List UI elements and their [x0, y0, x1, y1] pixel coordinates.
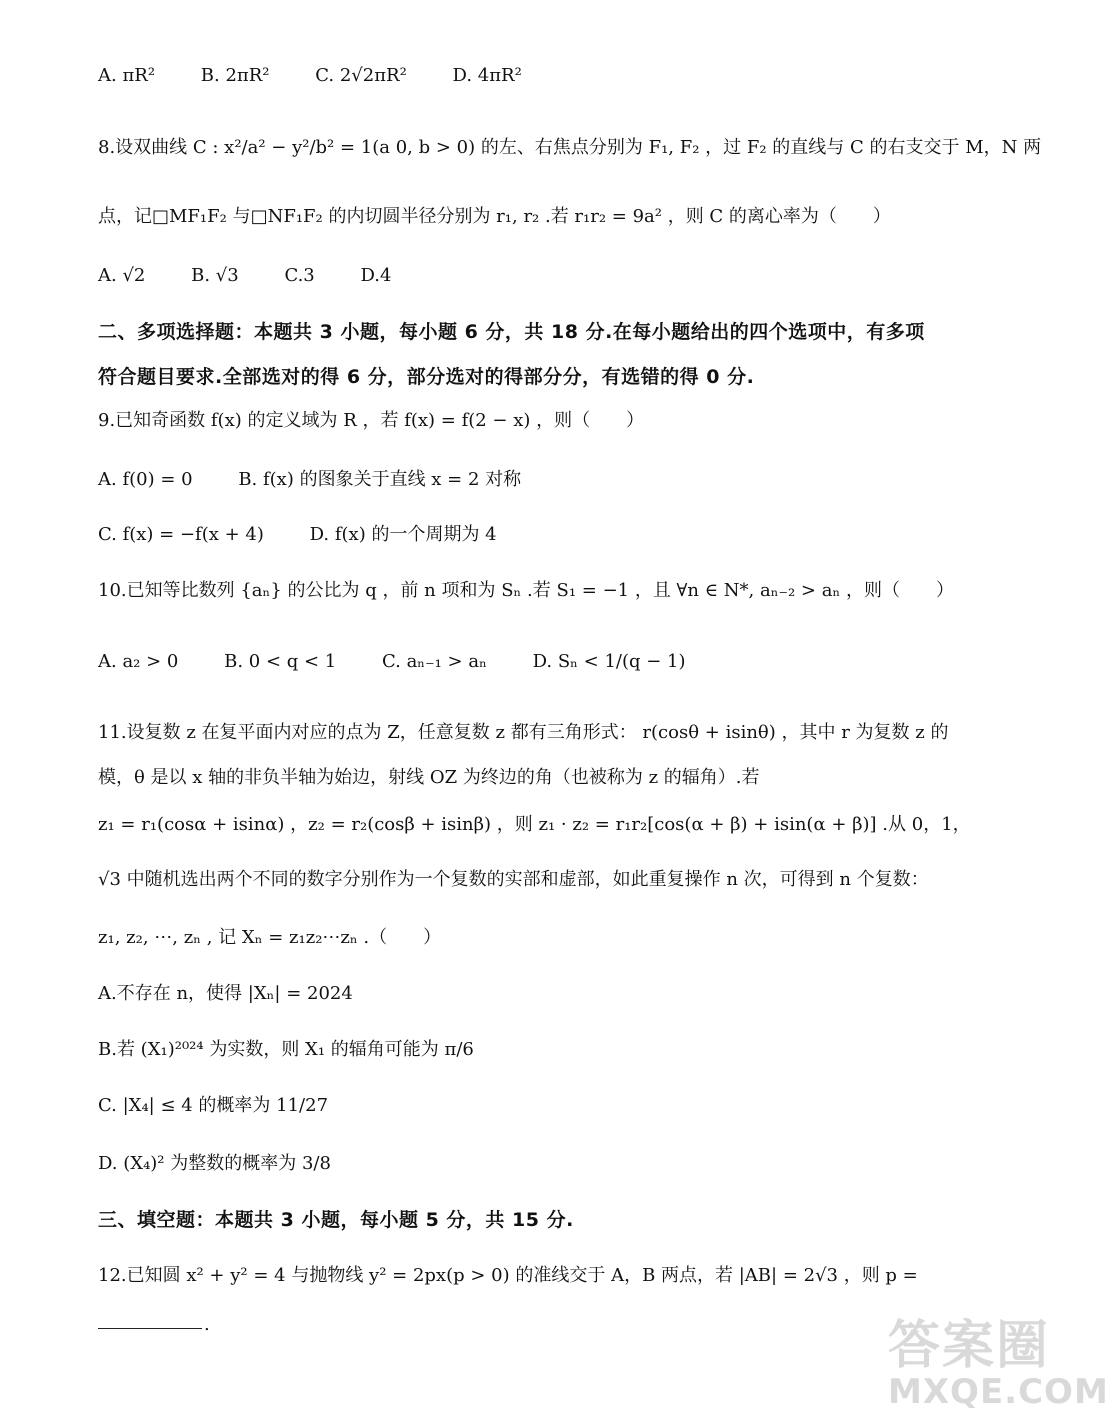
q9-option-b: B. f(x) 的图象关于直线 x = 2 对称: [238, 469, 522, 490]
q10-options: [98, 648, 726, 676]
q8-stem-line2: 点，记□MF₁F₂ 与□NF₁F₂ 的内切圆半径分别为 r₁, r₂ .若 r₁r₂ = 9a² ，则 C 的离心率为（ ）: [98, 206, 891, 227]
q11-stem-line3: z₁ = r₁(cosα + isinα) ，z₂ = r₂(cosβ + isinβ) ，则 z₁ · z₂ = r₁r₂[cos(α + β) + isin(α + β)] .从 0，1，: [98, 814, 971, 835]
section2-heading-line2: 符合题目要求.全部选对的得 6 分，部分选对的得部分分，有选错的得 0 分.: [98, 366, 755, 388]
q7-options: [98, 62, 562, 90]
q11-option-d: D. (X₄)² 为整数的概率为 3/8: [98, 1153, 331, 1174]
q11-stem-line1: 11.设复数 z 在复平面内对应的点为 Z，任意复数 z 都有三角形式： r(cosθ + isinθ) ，其中 r 为复数 z 的: [98, 722, 949, 743]
q10-option-b: B. 0 < q < 1: [224, 651, 337, 672]
q8-stem-line1: 8.设双曲线 C : x²/a² − y²/b² = 1(a 0, b > 0) 的左、右焦点分别为 F₁, F₂ ，过 F₂ 的直线与 C 的右支交于 M，N 两: [98, 137, 1042, 158]
q10-option-d: D. Sₙ < 1/(q − 1): [532, 651, 686, 672]
q12-stem: 12.已知圆 x² + y² = 4 与抛物线 y² = 2px(p > 0) 的准线交于 A，B 两点，若 |AB| = 2√3 ，则 p =: [98, 1265, 918, 1286]
q11-stem-line4: √3 中随机选出两个不同的数字分别作为一个复数的实部和虚部，如此重复操作 n 次，可得到 n 个复数：: [98, 869, 929, 890]
q7-option-d: D. 4πR²: [452, 65, 522, 86]
q11-option-b: B.若 (X₁)²⁰²⁴ 为实数，则 X₁ 的辐角可能为 π/6: [98, 1039, 474, 1060]
q11-stem-line2: 模，θ 是以 x 轴的非负半轴为始边，射线 OZ 为终边的角（也被称为 z 的辐角）.若: [98, 767, 760, 788]
watermark-top: 答案圈: [888, 1316, 1051, 1376]
q10-option-c: C. aₙ₋₁ > aₙ: [382, 651, 487, 672]
q11-option-a: A.不存在 n，使得 |Xₙ| = 2024: [98, 983, 353, 1004]
q9-options-ab: [98, 466, 521, 494]
q8-options: [98, 262, 431, 290]
q8-option-a: A. √2: [98, 265, 146, 286]
q12-period: .: [204, 1314, 210, 1335]
q8-option-b: B. √3: [191, 265, 239, 286]
q9-options-cd: [98, 521, 497, 549]
section2-heading-line1: 二、多项选择题：本题共 3 小题，每小题 6 分，共 18 分.在每小题给出的四个选项中，有多项: [98, 321, 925, 343]
watermark-bottom: MXQE.COM: [888, 1372, 1109, 1412]
q9-option-c: C. f(x) = −f(x + 4): [98, 524, 264, 545]
q8-option-d: D.4: [360, 265, 392, 286]
section3-heading: 三、填空题：本题共 3 小题，每小题 5 分，共 15 分.: [98, 1209, 574, 1231]
watermark-logo: [888, 1303, 1109, 1412]
q12-answer-blank[interactable]: [98, 1328, 202, 1329]
q7-option-c: C. 2√2πR²: [315, 65, 407, 86]
q9-stem: 9.已知奇函数 f(x) 的定义域为 R ，若 f(x) = f(2 − x) ，则（ ）: [98, 410, 645, 431]
q11-option-c: C. |X₄| ≤ 4 的概率为 11/27: [98, 1095, 329, 1116]
q9-option-d: D. f(x) 的一个周期为 4: [309, 524, 497, 545]
q11-stem-line5: z₁, z₂, ⋯, zₙ , 记 Xₙ = z₁z₂⋯zₙ .（ ）: [98, 927, 442, 948]
q10-option-a: A. a₂ > 0: [98, 651, 179, 672]
q10-stem: 10.已知等比数列 {aₙ} 的公比为 q ，前 n 项和为 Sₙ .若 S₁ = −1 ，且 ∀n ∈ N*, aₙ₋₂ > aₙ ，则（ ）: [98, 580, 954, 601]
q9-option-a: A. f(0) = 0: [98, 469, 193, 490]
q7-option-b: B. 2πR²: [200, 65, 270, 86]
q7-option-a: A. πR²: [98, 65, 156, 86]
q8-option-c: C.3: [284, 265, 315, 286]
